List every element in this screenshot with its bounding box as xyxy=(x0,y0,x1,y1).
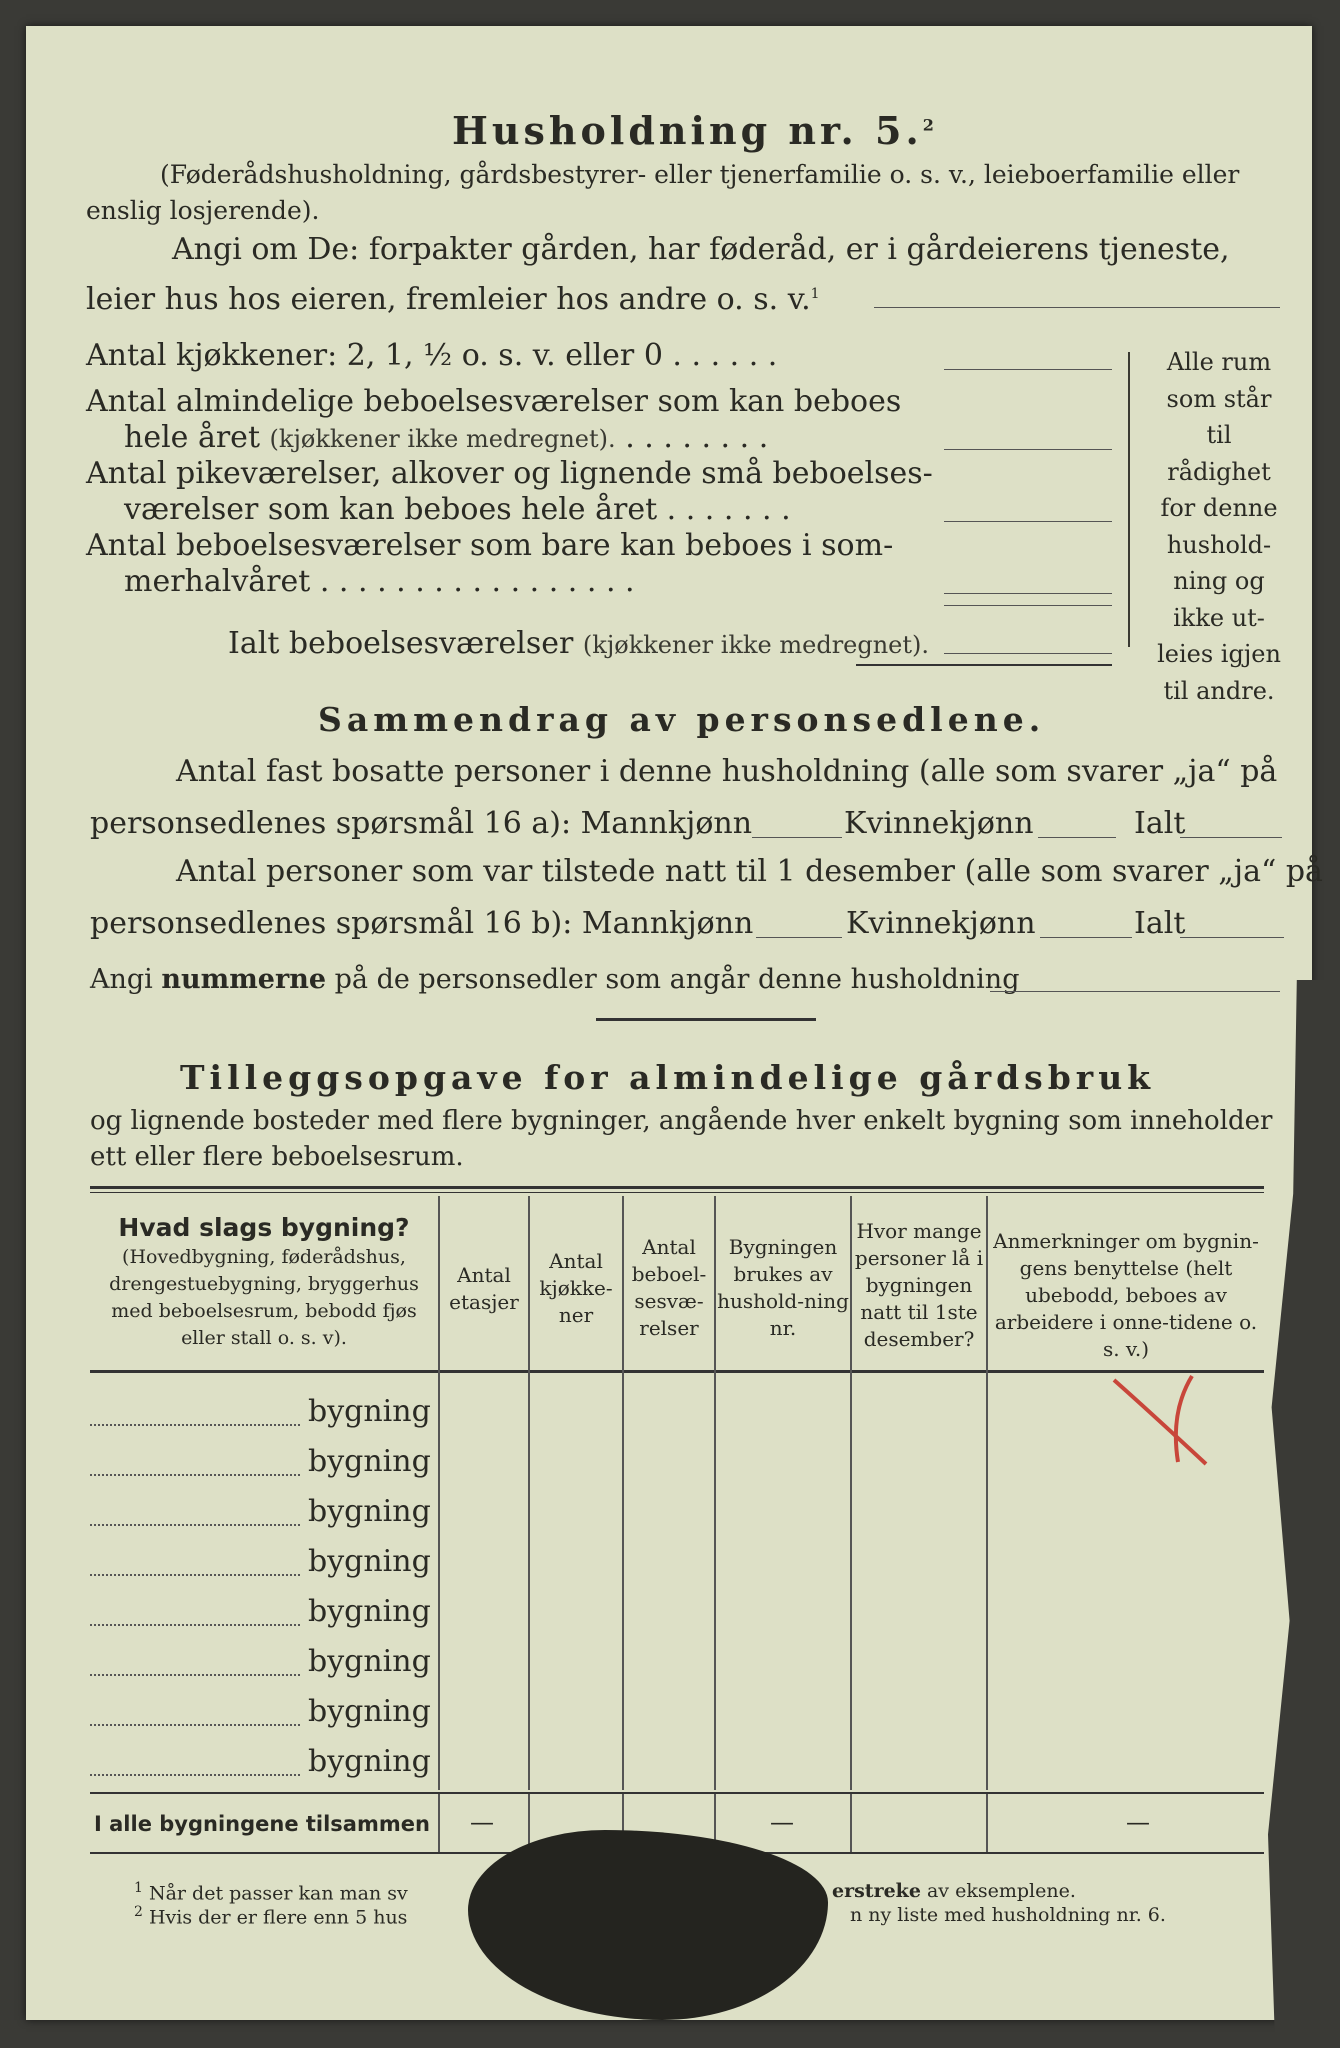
supplement-line2: ett eller flere beboelsesrum. xyxy=(90,1142,464,1172)
total-remarks-dash: — xyxy=(1126,1808,1150,1836)
ordinary-rooms-label-1: Antal almindelige beboelsesværelser som kan beboes xyxy=(86,384,902,419)
summer-rooms-field[interactable] xyxy=(944,592,1112,594)
row-5-field[interactable] xyxy=(90,1624,300,1626)
row-8-label: bygning xyxy=(308,1744,431,1779)
household-types-line2: enslig losjerende). xyxy=(86,196,320,225)
row-2-field[interactable] xyxy=(90,1474,300,1476)
resident-female-field[interactable] xyxy=(1038,836,1116,838)
col-divider-total-5 xyxy=(850,1794,852,1852)
row-4-label: bygning xyxy=(308,1544,431,1579)
col-building-type-title: Hvad slags bygning? xyxy=(118,1213,410,1242)
maid-rooms-label-1: Antal pikeværelser, alkover og lignende små beboelses- xyxy=(86,456,933,491)
household-types-line1: (Føderådshusholdning, gårdsbestyrer- eller tjenerfamilie o. s. v., leieboerfamilie eller xyxy=(160,160,1240,189)
row-8-field[interactable] xyxy=(90,1774,300,1776)
col-rooms-header: Antal beboel-sesvæ-relser xyxy=(631,1235,707,1340)
table-top-rule-thin xyxy=(90,1192,1264,1193)
footnote-1: $^1$ Når det passer kan man sv xyxy=(134,1880,408,1905)
summer-rooms-underline xyxy=(944,604,1112,606)
form-page xyxy=(26,26,1312,2020)
angi-line1: Angi om De: forpakter gården, har føderåd, er i gårdeierens tjeneste, xyxy=(172,232,1230,267)
present-total-field[interactable] xyxy=(1180,936,1284,938)
angi-answer-line[interactable] xyxy=(874,306,1280,308)
col-divider-6 xyxy=(986,1196,988,1790)
maid-rooms-field[interactable] xyxy=(944,520,1112,522)
summary-line5: Angi nummerne på de personsedler som angår denne husholdning xyxy=(90,964,1020,995)
row-2-label: bygning xyxy=(308,1444,431,1479)
col-persons-header: Hvor mange personer lå i bygningen natt til 1ste desember? xyxy=(854,1219,984,1351)
summary-line1: Antal fast bosatte personer i denne husholdning (alle som svarer „ja“ på xyxy=(176,754,1278,789)
summer-rooms-label-1: Antal beboelsesværelser som bare kan beboes i som- xyxy=(86,528,894,563)
row-7-field[interactable] xyxy=(90,1724,300,1726)
col-kitchens-header: Antal kjøkke-ner xyxy=(539,1249,613,1327)
row-1-label: bygning xyxy=(308,1394,431,1429)
side-note: Alle rum som står til rådighet for denne hushold-ning og ikke ut-leies igjen til andre. xyxy=(1157,348,1281,705)
household-title: Husholdning nr. 5.$^2$ xyxy=(452,108,938,153)
present-male-field[interactable] xyxy=(756,936,842,938)
footnote-1-end: erstreke av eksemplene. xyxy=(832,1880,1076,1902)
person-numbers-field[interactable] xyxy=(990,990,1280,992)
ordinary-rooms-field[interactable] xyxy=(944,448,1112,450)
total-rooms-label: Ialt beboelsesværelser (kjøkkener ikke medregnet). xyxy=(228,626,930,661)
red-cross-mark xyxy=(1110,1372,1220,1472)
total-floors-dash: — xyxy=(470,1808,494,1836)
table-top-rule xyxy=(90,1186,1264,1189)
supplement-line1: og lignende bosteder med flere bygninger, angående hver enkelt bygning som inneholder xyxy=(90,1106,1273,1136)
total-household-dash: — xyxy=(770,1808,794,1836)
row-3-field[interactable] xyxy=(90,1524,300,1526)
total-rooms-field[interactable] xyxy=(944,652,1112,654)
present-female-label: Kvinnekjønn xyxy=(846,906,1036,941)
kitchens-label: Antal kjøkkener: 2, 1, ½ o. s. v. eller 0 . . . . . . xyxy=(86,338,778,373)
summary-line4: personsedlenes spørsmål 16 b): Mannkjønn xyxy=(90,906,754,941)
total-rooms-rule xyxy=(856,664,1112,666)
present-female-field[interactable] xyxy=(1040,936,1132,938)
resident-female-label: Kvinnekjønn xyxy=(844,806,1034,841)
supplement-title: Tilleggsopgave for almindelige gårdsbruk xyxy=(180,1058,1156,1097)
row-5-label: bygning xyxy=(308,1594,431,1629)
summary-line3: Antal personer som var tilstede natt til 1 desember (alle som svarer „ja“ på xyxy=(176,854,1323,889)
row-4-field[interactable] xyxy=(90,1574,300,1576)
table-total-rule xyxy=(90,1792,1264,1794)
col-building-type-header xyxy=(96,1212,432,1352)
col-divider-total-6 xyxy=(986,1794,988,1852)
brace xyxy=(1128,352,1144,647)
row-3-label: bygning xyxy=(308,1494,431,1529)
ordinary-rooms-label-2: hele året (kjøkkener ikke medregnet). . . . . . . . . xyxy=(124,420,769,455)
angi-line2: leier hus hos eieren, fremleier hos andre o. s. v.$^1$ xyxy=(86,282,820,317)
footnote-2-end: n ny liste med husholdning nr. 6. xyxy=(850,1904,1166,1926)
section-divider xyxy=(596,1018,816,1021)
maid-rooms-label-2: værelser som kan beboes hele året . . . . . . . xyxy=(124,492,791,527)
summary-title: Sammendrag av personsedlene. xyxy=(318,700,1046,739)
present-total-label: Ialt xyxy=(1134,906,1186,941)
row-7-label: bygning xyxy=(308,1694,431,1729)
total-row-label: I alle bygningene tilsammen xyxy=(94,1812,430,1836)
col-household-header: Bygningen brukes av hushold-ning nr. xyxy=(717,1235,849,1340)
footnote-2: $^2$ Hvis der er flere enn 5 hus xyxy=(134,1904,408,1929)
col-floors-header: Antal etasjer xyxy=(449,1263,519,1314)
row-1-field[interactable] xyxy=(90,1424,300,1426)
table-header-rule xyxy=(90,1370,1264,1373)
row-6-label: bygning xyxy=(308,1644,431,1679)
col-divider-total-1 xyxy=(438,1794,440,1852)
summary-line2: personsedlenes spørsmål 16 a): Mannkjønn xyxy=(90,806,753,841)
summer-rooms-label-2: merhalvåret . . . . . . . . . . . . . . . . . xyxy=(124,564,635,599)
resident-total-field[interactable] xyxy=(1180,836,1282,838)
col-remarks-header: Anmerkninger om bygnin-gens benyttelse (helt ubebodd, beboes av arbeidere i onne-tidene o. s. v.) xyxy=(993,1229,1259,1361)
resident-total-label: Ialt xyxy=(1134,806,1186,841)
kitchens-field[interactable] xyxy=(944,368,1112,370)
col-building-type-sub: (Hovedbygning, føderådshus, drengestuebygning, bryggerhus med beboelsesrum, bebodd fjøs eller stall o. s. v). xyxy=(109,1246,419,1349)
row-6-field[interactable] xyxy=(90,1674,300,1676)
resident-male-field[interactable] xyxy=(752,836,842,838)
